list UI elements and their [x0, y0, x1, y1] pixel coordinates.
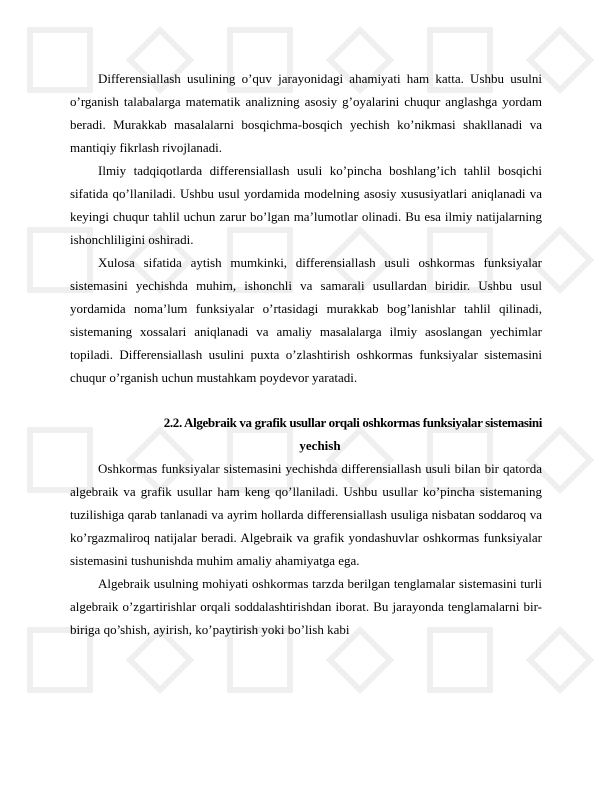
- section-spacer: [70, 389, 542, 401]
- paragraph-algebraic-graphic-intro: Oshkormas funksiyalar sistemasini yechishda differensiallash usuli bilan bir qatorda algebraik va grafik usullar ham keng qo’llaniladi. Ushbu usullar ko’pincha sistemaning tuzilishiga qarab tanlanadi va ayrim hollarda differensiallash usuliga nisbatan soddaroq va ko’rgazmaliroq natijalar beradi. Algebraik va grafik yondashuvlar oshkormas funksiyalar sistemasini tushunishda muhim amaliy ahamiyatga ega.: [70, 461, 542, 568]
- section-heading-line1: 2.2. Algebraik va grafik usullar orqali oshkormas funksiyalar sistemasini: [163, 415, 542, 430]
- section-heading: [70, 411, 542, 457]
- paragraph-conclusion: Xulosa sifatida aytish mumkinki, differensiallash usuli oshkormas funksiyalar sistemasini yechishda muhim, ishonchli va samarali usullardan biridir. Ushbu usul yordamida noma’lum funksiyalar o’rtasidagi murakkab bog’lanishlar tahlil qilinadi, sistemaning xossalari aniqlanadi va amaliy masalalarga ilmiy asoslangan yechimlar topiladi. Differensiallash usulini puxta o’zlashtirish oshkormas funksiyalar sistemasini chuqur o’rganish uchun mustahkam poydevor yaratadi.: [70, 255, 542, 385]
- section-heading-line2: yechish: [299, 438, 341, 453]
- paragraph-importance: Differensiallash usulining o’quv jarayonidagi ahamiyati ham katta. Ushbu usulni o’rganish talabalarga matematik analizning asosiy g’oyalarini chuqur anglashga yordam beradi. Murakkab masalalarni bosqichma-bosqich yechish ko’nikmasi shakllanadi va mantiqiy fikrlash rivojlanadi.: [70, 71, 542, 155]
- paragraph-research: Ilmiy tadqiqotlarda differensiallash usuli ko’pincha boshlang’ich tahlil bosqichi sifatida qo’llaniladi. Ushbu usul yordamida modelning asosiy xususiyatlari aniqlanadi va keyingi chuqur tahlil uchun zarur bo’lgan ma’lumotlar olinadi. Bu esa ilmiy natijalarning ishonchliligini oshiradi.: [70, 163, 542, 247]
- paragraph-algebraic-method: Algebraik usulning mohiyati oshkormas tarzda berilgan tenglamalar sistemasini turli algebraik o’zgartirishlar orqali soddalashtirishdan iborat. Bu jarayonda tenglamalarni bir-biriga qo’shish, ayirish, ko’paytirish yoki bo’lish kabi: [70, 576, 542, 637]
- document-page: [70, 67, 542, 641]
